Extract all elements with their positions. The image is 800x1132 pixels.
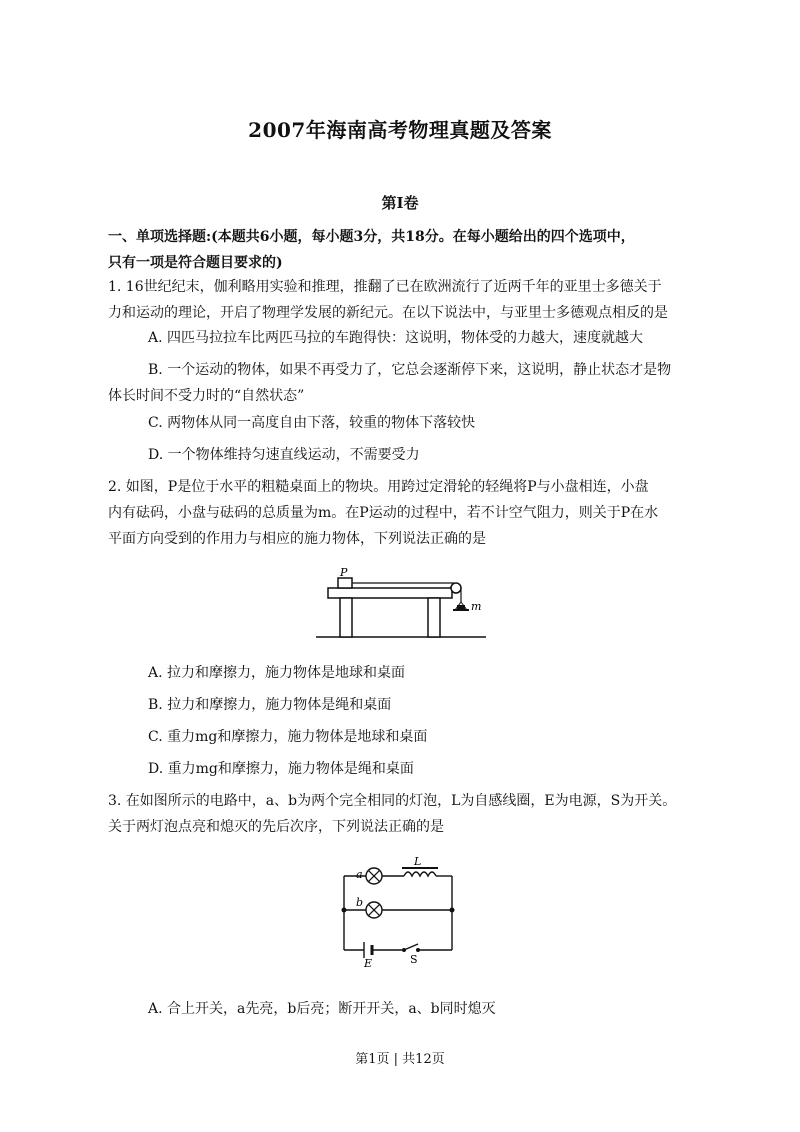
q1-line1: 1. 16世纪纪末，伽利略用实验和推理，推翻了已在欧洲流行了近两千年的亚里士多德关于: [108, 279, 662, 295]
q1-option-b: [108, 357, 698, 409]
q3-line1: 3. 在如图所示的电路中，a、b为两个完全相同的灯泡，L为自感线圈，E为电源，S为开关。: [108, 793, 677, 809]
label-e: E: [364, 957, 373, 968]
table-pulley-figure: [310, 566, 490, 642]
question-1: [108, 274, 698, 326]
q1-option-a: A. 四匹马拉拉车比两匹马拉的车跑得快：这说明，物体受的力越大，速度就越大: [148, 330, 644, 346]
junction-right: [450, 908, 455, 913]
q2-line3: 平面方向受到的作用力与相应的施力物体，下列说法正确的是: [108, 531, 486, 547]
label-b: b: [356, 896, 364, 909]
q3-line2: 关于两灯泡点亮和熄灭的先后次序，下列说法正确的是: [108, 819, 444, 835]
part-heading: [108, 224, 698, 276]
part-heading-line2: 只有一项是符合题目要求的): [108, 255, 283, 271]
part-heading-line1: 一、单项选择题:(本题共6小题，每小题3分，共18分。在每小题给出的四个选项中，: [108, 229, 635, 245]
table-top: [328, 588, 452, 598]
label-s: S: [410, 953, 418, 966]
question-2: [108, 474, 698, 552]
q3-option-a: A. 合上开关，a先亮，b后亮；断开开关，a、b同时熄灭: [148, 1001, 496, 1017]
q2-option-a: A. 拉力和摩擦力，施力物体是地球和桌面: [148, 665, 406, 681]
weights-icon: [457, 605, 465, 610]
pulley-icon: [451, 583, 461, 593]
circuit-figure: [336, 856, 466, 968]
q2-line2: 内有砝码，小盘与砝码的总质量为m。在P运动的过程中，若不计空气阻力，则关于P在水: [108, 505, 659, 521]
block-p: [338, 578, 352, 588]
lamp-a-icon: [366, 868, 382, 884]
junction-left: [342, 908, 347, 913]
inductor-icon: [404, 872, 436, 876]
table-leg-left: [340, 598, 352, 637]
table-leg-right: [428, 598, 440, 637]
lamp-b-icon: [366, 902, 382, 918]
section-title: 第Ⅰ卷: [381, 194, 419, 212]
label-p: P: [340, 566, 348, 579]
q2-option-b: B. 拉力和摩擦力，施力物体是绳和桌面: [148, 697, 392, 713]
q1-option-b-line2: 体长时间不受力时的“自然状态”: [108, 388, 305, 404]
q2-option-c: C. 重力mg和摩擦力，施力物体是地球和桌面: [148, 729, 428, 745]
q1-option-b-line1: B. 一个运动的物体，如果不再受力了，它总会逐渐停下来，这说明，静止状态才是物: [148, 362, 672, 378]
q2-line1: 2. 如图，P是位于水平的粗糙桌面上的物块。用跨过定滑轮的轻绳将P与小盘相连，小盘: [108, 479, 649, 495]
page-title: 2007年海南高考物理真题及答案: [248, 118, 552, 142]
label-a: a: [356, 868, 363, 881]
q1-option-d: D. 一个物体维持匀速直线运动，不需要受力: [148, 447, 420, 463]
switch-icon: [404, 944, 418, 950]
question-3: [108, 788, 698, 840]
q1-option-c: C. 两物体从同一高度自由下落，较重的物体下落较快: [148, 415, 476, 431]
page-footer: 第1页 | 共12页: [355, 1052, 445, 1067]
q2-option-d: D. 重力mg和摩擦力，施力物体是绳和桌面: [148, 761, 414, 777]
q1-line2: 力和运动的理论，开启了物理学发展的新纪元。在以下说法中，与亚里士多德观点相反的是: [108, 305, 668, 321]
label-m: m: [471, 600, 482, 613]
label-l: L: [414, 856, 422, 868]
